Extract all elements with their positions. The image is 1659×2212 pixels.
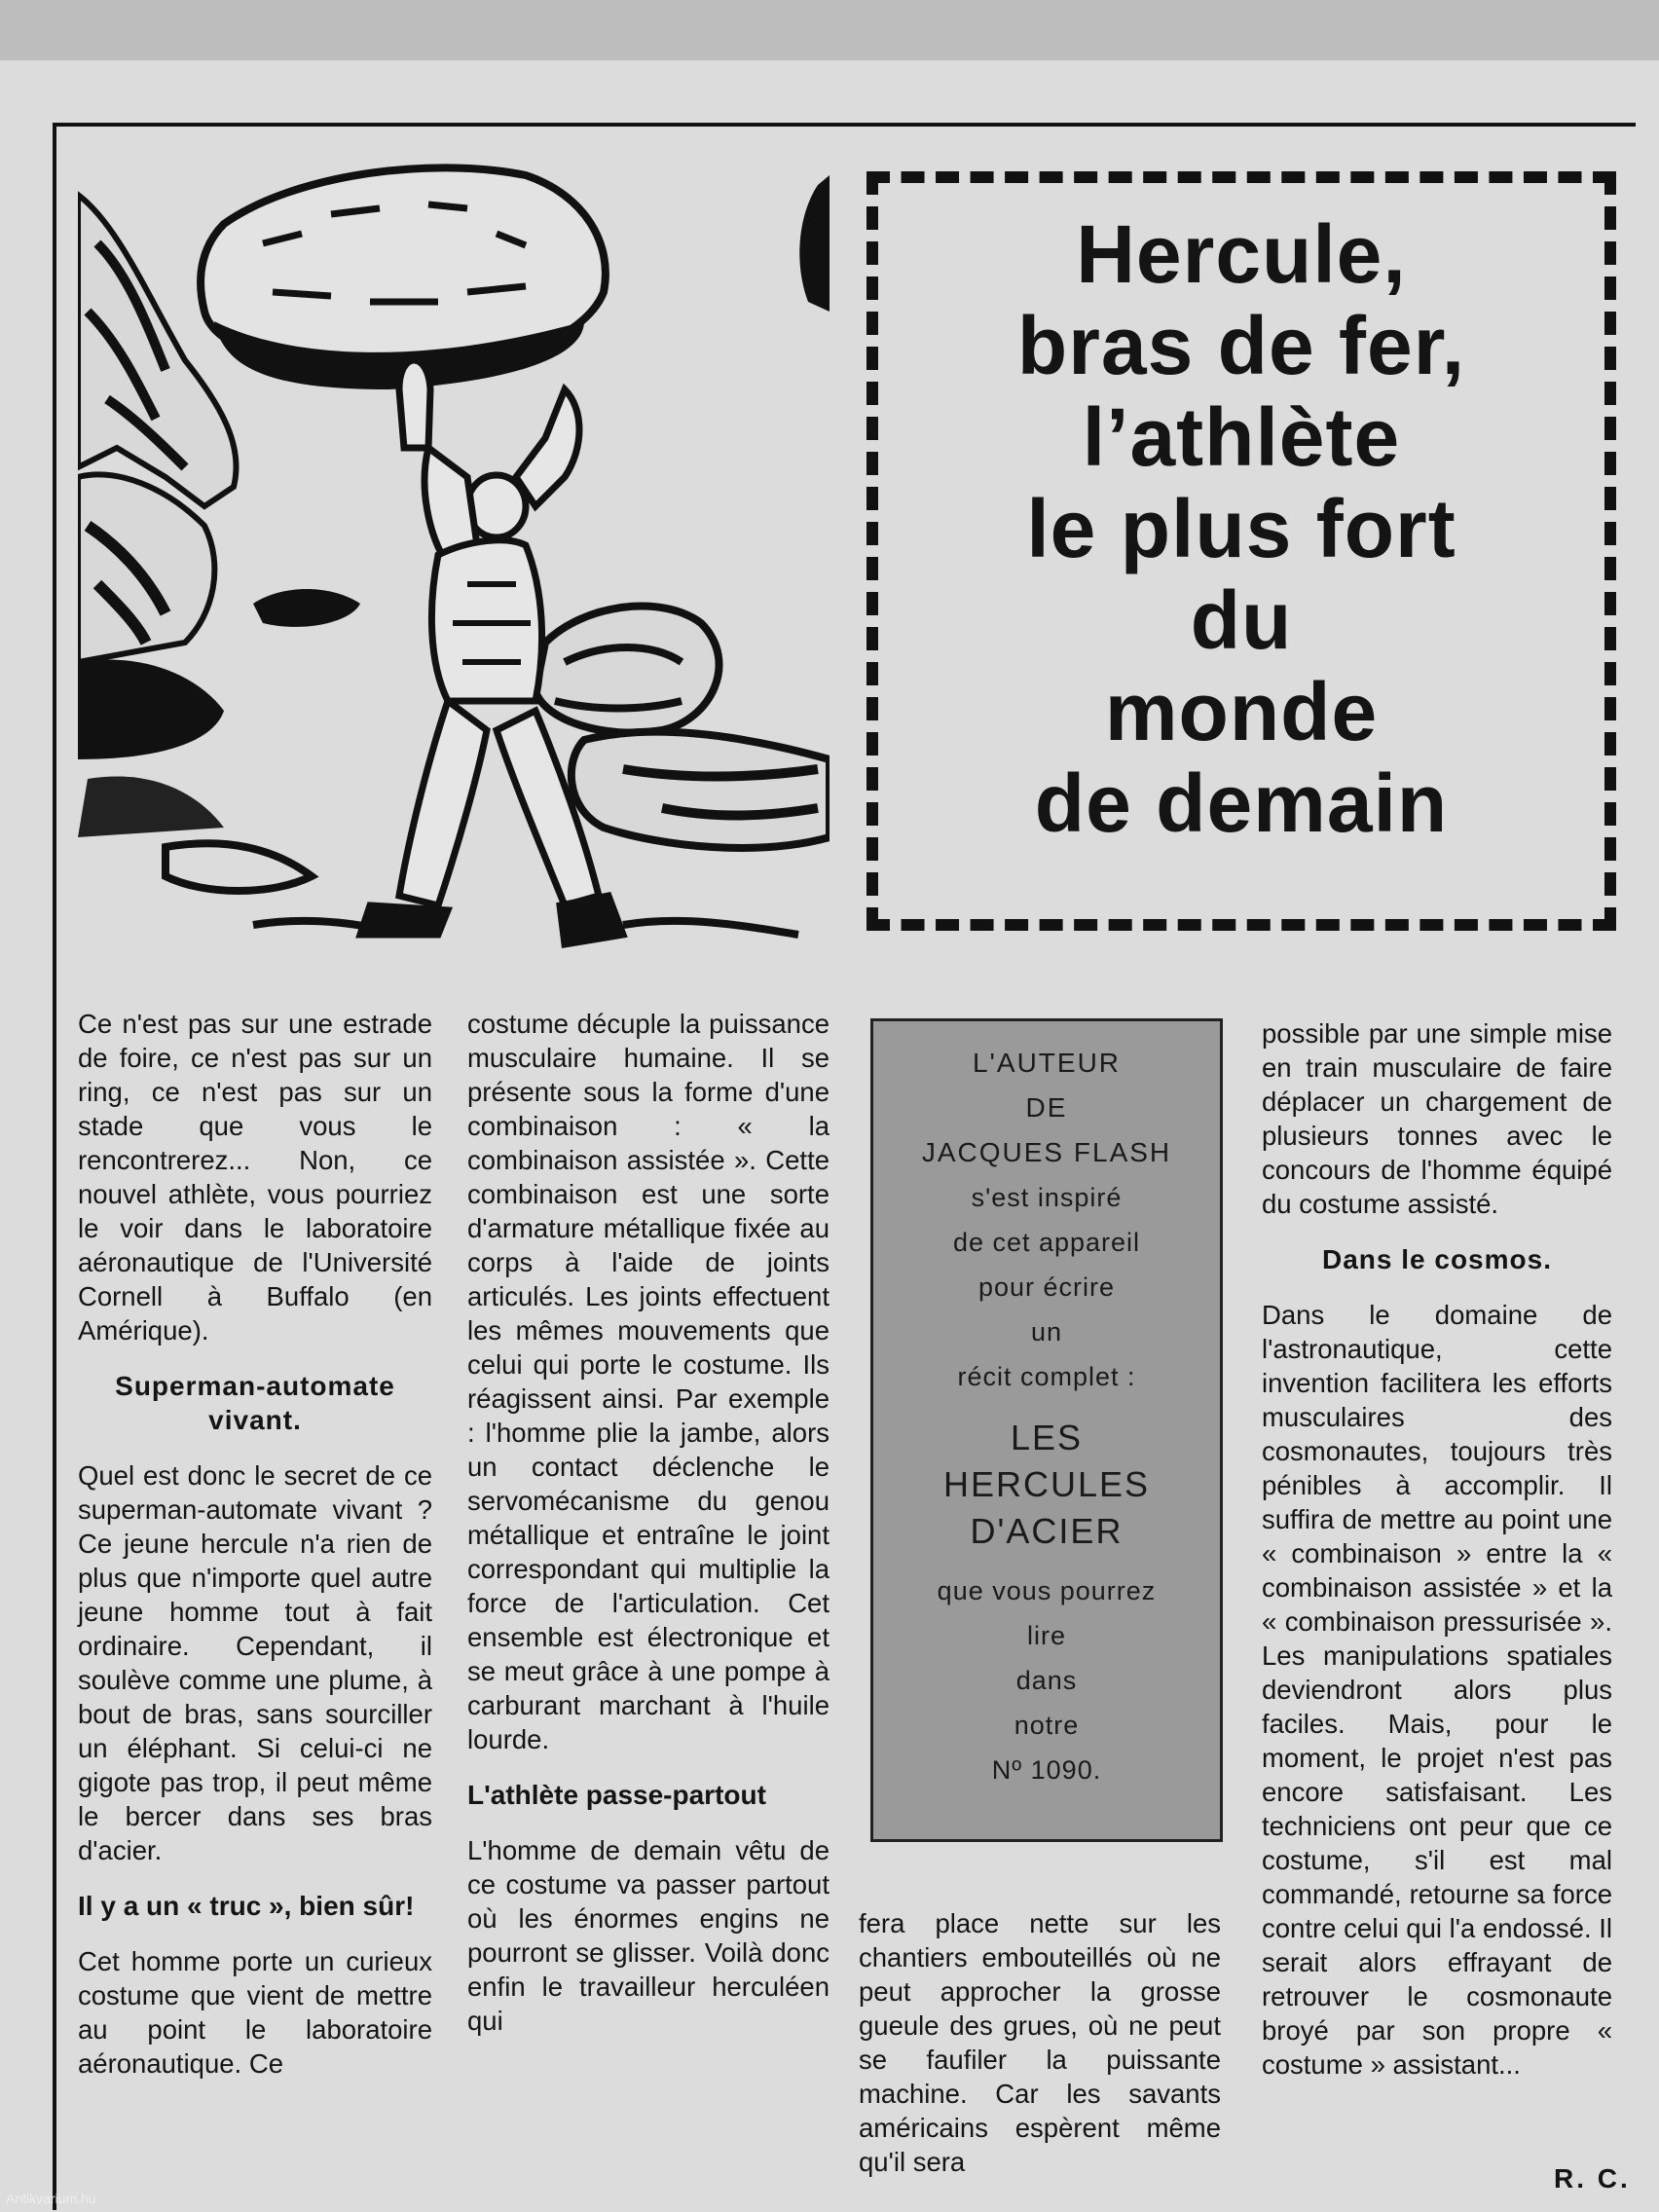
title-line: du: [1190, 574, 1293, 666]
box-line: dans: [1015, 1666, 1078, 1695]
column-3: [859, 1906, 1221, 2200]
athlete-lifting-boulder-illustration: [78, 156, 830, 974]
box-line: notre: [1014, 1711, 1080, 1740]
paragraph: L'homme de demain vêtu de ce costume va passer partout où les énormes engins ne pourront se glisser. Voilà donc enfin le travailleur herculéen qui: [467, 1835, 830, 2036]
paragraph: Cet homme porte un curieux costume que vient de mettre au point le laboratoire aéronautique. Ce: [78, 1946, 432, 2079]
column-2: [467, 1007, 830, 2059]
title-line: le plus fort: [1026, 483, 1456, 574]
article-title: [878, 208, 1604, 849]
subheading: Dans le cosmos.: [1322, 1244, 1552, 1274]
box-line: récit complet :: [957, 1362, 1136, 1391]
box-line: L'AUTEUR: [972, 1048, 1122, 1078]
title-line: de demain: [1034, 757, 1449, 849]
box-line: Nº 1090.: [991, 1755, 1102, 1785]
title-line: l’athlète: [1082, 391, 1401, 483]
box-line: de cet appareil: [952, 1228, 1141, 1257]
column-1: [78, 1007, 432, 2102]
title-box: [866, 171, 1616, 931]
story-title-line: HERCULES: [942, 1464, 1151, 1504]
paragraph: Ce n'est pas sur une estrade de foire, ce n'est pas sur un ring, ce n'est pas sur un stade que vous le rencontrerez... Non, ce nouvel athlète, vous pourriez le voir dans le laboratoire aéronautique de l'Université Cornell à Buffalo (en Amérique).: [78, 1009, 432, 1346]
title-line: Hercule,: [1076, 208, 1407, 300]
paragraph: Quel est donc le secret de ce superman-automate vivant ? Ce jeune hercule n'a rien de plus que n'importe quel autre jeune homme tout à fait ordinaire. Cependant, il soulève comme une plume, à bout de bras, sans sourciller un éléphant. Si celui-ci ne gigote pas trop, il peut même le bercer dans ses bras d'acier.: [78, 1460, 432, 1865]
box-line: que vous pourrez: [937, 1576, 1157, 1605]
paragraph: possible par une simple mise en train musculaire de faire déplacer un chargement de plusieurs tonnes avec le concours de l'homme équipé du costume assisté.: [1262, 1018, 1612, 1219]
subheading: L'athlète passe-partout: [467, 1780, 766, 1810]
title-line: bras de fer,: [1016, 300, 1466, 391]
column-4: [1262, 1016, 1612, 2103]
box-line: s'est inspiré: [971, 1183, 1123, 1212]
paragraph: costume décuple la puissance musculaire humaine. Il se présente sous la forme d'une combinaison : « la combinaison assistée ». Cette combinaison est une sorte d'armature métallique fixée au corps à l'aide de joints articulés. Les joints effectuent les mêmes mouvements que celui qui porte le costume. Ils réagissent ainsi. Par exemple : l'homme plie la jambe, alors un contact déclenche le servomécanisme du genou métallique et entraîne le joint correspondant qui multiplie la force de l'articulation. Cet ensemble est électronique et se meut grâce à une pompe à carburant marchant à l'huile lourde.: [467, 1009, 830, 1754]
story-title-line: LES: [1010, 1418, 1084, 1457]
subheading: Superman-automate vivant.: [115, 1371, 395, 1435]
box-line: un: [1030, 1317, 1063, 1346]
box-line: pour écrire: [977, 1272, 1116, 1302]
author-signature: R. C.: [1554, 2163, 1631, 2194]
box-line: JACQUES FLASH: [921, 1137, 1172, 1167]
watermark: Antikvarium.hu: [6, 2191, 96, 2206]
title-line: monde: [1104, 666, 1379, 757]
story-title-line: D'ACIER: [970, 1511, 1124, 1551]
paragraph: Dans le domaine de l'astronautique, cette invention facilitera les efforts musculaires des cosmonautes, toujours très pénibles à accomplir. Il suffira de mettre au point une « combinaison » entre la « combinaison assistée » et la « combinaison pressurisée ». Les manipulations spatiales deviendront alors plus faciles. Mais, pour le moment, le projet n'est pas encore satisfaisant. Les techniciens ont peur que ce costume, s'il est mal commandé, retourne sa force contre celui qui l'a endossé. Il serait alors effrayant de retrouver le cosmonaute broyé par son propre « costume » assistant...: [1262, 1300, 1612, 2080]
paragraph: fera place nette sur les chantiers embouteillés où ne peut approcher la grosse gueule des grues, où ne peut se faufiler la puissante machine. Car les savants américains espèrent même qu'il sera: [859, 1908, 1221, 2177]
box-line: DE: [1025, 1092, 1068, 1123]
scan-background: [0, 0, 1659, 60]
subheading: Il y a un « truc », bien sûr!: [78, 1891, 415, 1921]
box-line: lire: [1026, 1621, 1066, 1650]
author-note-box: [870, 1018, 1223, 1842]
